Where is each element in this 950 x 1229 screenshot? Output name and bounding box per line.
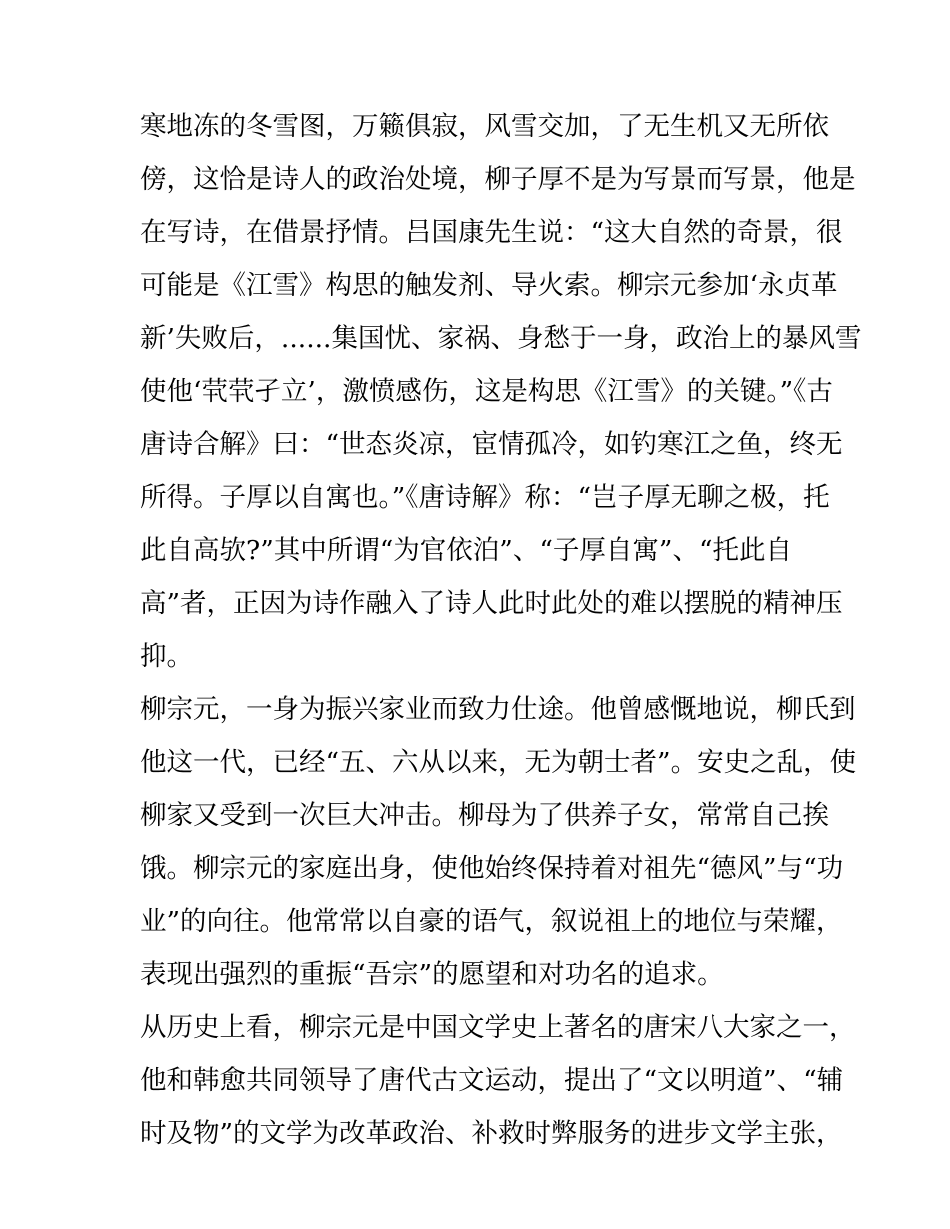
text-line: 寒地冻的冬雪图，万籁俱寂，风雪交加，了无生机又无所依 — [140, 111, 829, 142]
text-line: 时及物”的文学为改革政治、补救时弊服务的进步文学主张， — [140, 1118, 843, 1149]
text-line: 新’失败后，......集国忧、家祸、身愁于一身，政治上的暴风雪 — [140, 323, 862, 354]
text-line: 柳宗元，一身为振兴家业而致力仕途。他曾感慨地说，柳氏到 — [140, 694, 856, 725]
text-line: 表现出强烈的重振“吾宗”的愿望和对功名的追求。 — [140, 959, 724, 990]
text-line: 在写诗，在借景抒情。吕国康先生说：“这大自然的奇景，很 — [140, 217, 843, 248]
text-line: 柳家又受到一次巨大冲击。柳母为了供养子女，常常自己挨 — [140, 800, 829, 831]
text-line: 可能是《江雪》构思的触发剂、导火索。柳宗元参加‘永贞革 — [140, 270, 838, 301]
text-line: 傍，这恰是诗人的政治处境，柳子厚不是为写景而写景，他是 — [140, 164, 856, 195]
text-line: 从历史上看，柳宗元是中国文学史上著名的唐宋八大家之一， — [140, 1012, 856, 1043]
text-line: 高”者，正因为诗作融入了诗人此时此处的难以摆脱的精神压 — [140, 588, 843, 619]
text-line: 所得。子厚以自寓也。”《唐诗解》称：“岂子厚无聊之极，托 — [140, 482, 830, 513]
text-line: 使他‘茕茕孑立’，激愤感伤，这是构思《江雪》的关键。”《古 — [140, 376, 833, 407]
text-line: 业”的向往。他常常以自豪的语气，叙说祖上的地位与荣耀， — [140, 906, 843, 937]
text-line: 他和韩愈共同领导了唐代古文运动，提出了“文以明道”、“辅 — [140, 1065, 844, 1096]
text-line: 他这一代，已经“五、六从以来，无为朝士者”。安史之乱，使 — [140, 747, 857, 778]
text-line: 唐诗合解》曰：“世态炎凉，宦情孤冷，如钓寒江之鱼，终无 — [140, 429, 843, 460]
text-line: 饿。柳宗元的家庭出身，使他始终保持着对祖先“德风”与“功 — [140, 853, 844, 884]
text-line: 抑。 — [140, 641, 193, 672]
text-line: 此自高欤?”其中所谓“为官依泊”、“子厚自寓”、“托此自 — [140, 535, 792, 566]
